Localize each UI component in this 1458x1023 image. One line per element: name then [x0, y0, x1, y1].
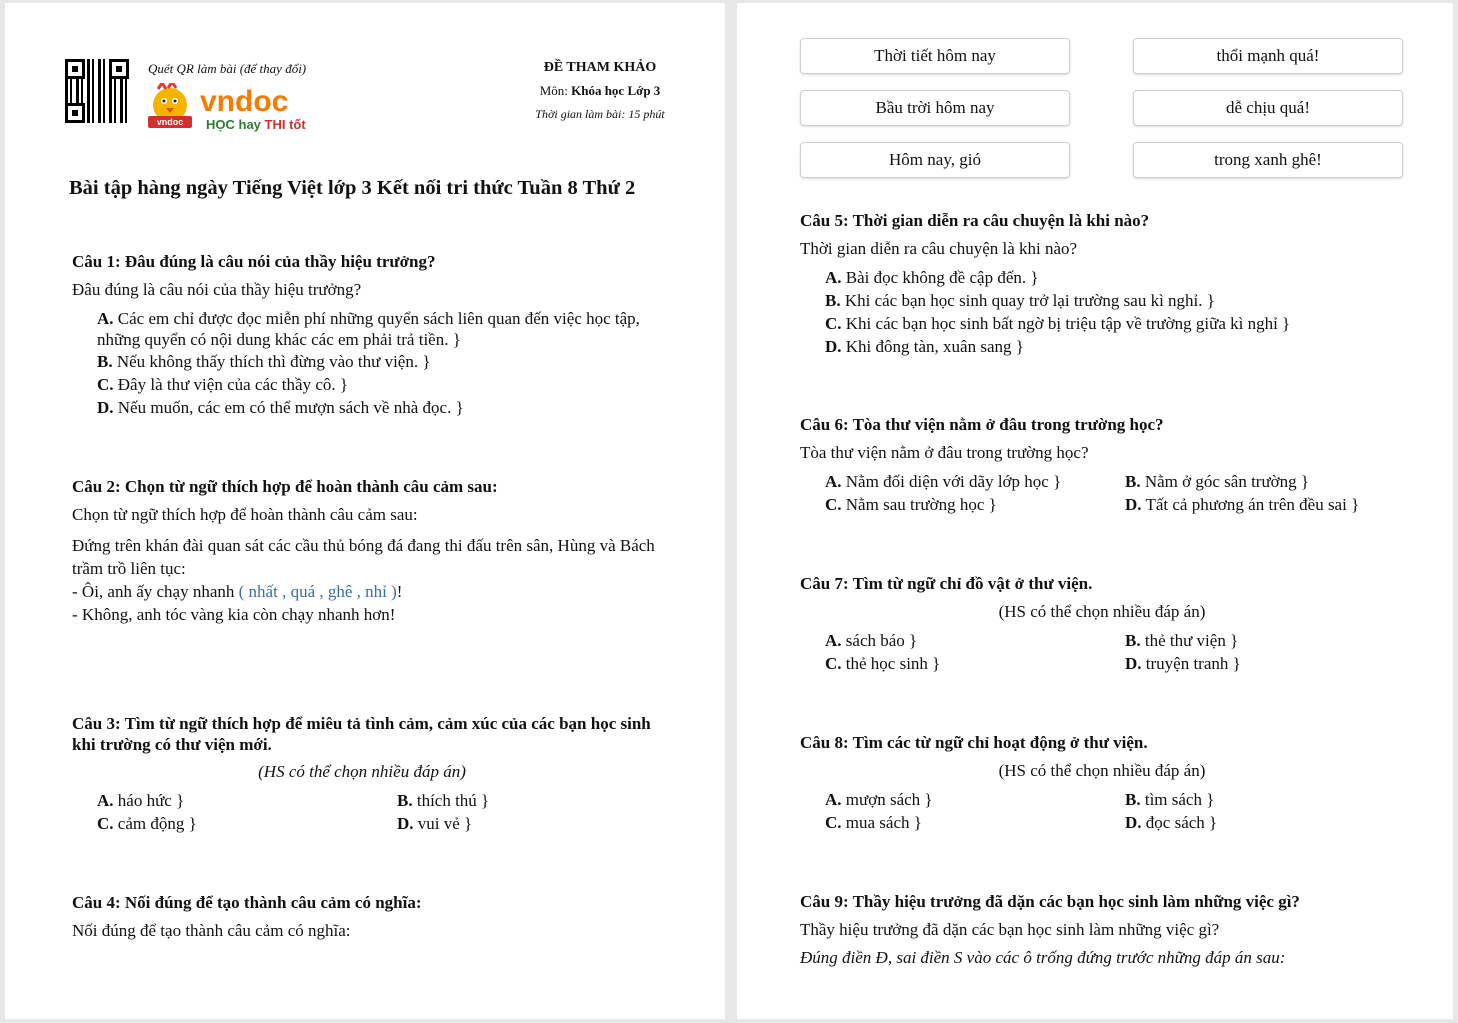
question-3-title: Câu 3: Tìm từ ngữ thích hợp để miêu tả tình cảm, cảm xúc của các bạn học sinh khi trường có thư viện mới.: [72, 714, 651, 754]
question-8-option-a[interactable]: A. mượn sách }: [825, 790, 933, 809]
question-1-title: Câu 1: Đâu đúng là câu nói của thầy hiệu trưởng?: [72, 252, 436, 271]
logo-badge: vndoc: [156, 117, 184, 127]
page-1: [5, 3, 725, 1019]
question-5-option-a[interactable]: A. Bài đọc không đề cập đến. }: [825, 268, 1039, 287]
vndoc-logo: [148, 83, 316, 133]
question-7-option-b[interactable]: B. thẻ thư viện }: [1125, 631, 1239, 650]
question-1-text: Đâu đúng là câu nói của thầy hiệu trưởng?: [72, 280, 362, 299]
qr-code-icon[interactable]: [65, 59, 129, 123]
question-7-option-d[interactable]: D. truyện tranh }: [1125, 654, 1241, 673]
question-7-option-a[interactable]: A. sách báo }: [825, 631, 918, 650]
question-3-option-c[interactable]: C. cảm động }: [97, 814, 197, 833]
question-2-text: Chọn từ ngữ thích hợp để hoàn thành câu cảm sau:: [72, 505, 418, 524]
question-9-instruction: Đúng điền Đ, sai điền S vào các ô trống đứng trước những đáp án sau:: [800, 948, 1286, 967]
question-6-option-c[interactable]: C. Nằm sau trường học }: [825, 495, 997, 514]
question-8-note: (HS có thể chọn nhiều đáp án): [998, 761, 1206, 780]
question-6-option-a[interactable]: A. Nằm đối diện với dãy lớp học }: [825, 472, 1062, 491]
page-2: [737, 3, 1453, 1019]
question-6-option-b[interactable]: B. Nằm ở góc sân trường }: [1125, 472, 1310, 491]
document-title: Bài tập hàng ngày Tiếng Việt lớp 3 Kết nối tri thức Tuần 8 Thứ 2: [69, 177, 636, 199]
question-2-title: Câu 2: Chọn từ ngữ thích hợp để hoàn thành câu cảm sau:: [72, 477, 498, 496]
question-7-title: Câu 7: Tìm từ ngữ chỉ đồ vật ở thư viện.: [800, 574, 1093, 593]
question-8-title: Câu 8: Tìm các từ ngữ chỉ hoạt động ở thư viện.: [800, 733, 1148, 752]
question-4-title: Câu 4: Nối đúng để tạo thành câu cảm có nghĩa:: [72, 893, 422, 912]
question-3-note: (HS có thể chọn nhiều đáp án): [258, 762, 466, 781]
logo-tagline: HỌC hay THI tốt: [206, 117, 306, 132]
question-9-title: Câu 9: Thầy hiệu trưởng đã dặn các bạn học sinh làm những việc gì?: [800, 892, 1300, 911]
match-left-2[interactable]: Bầu trời hôm nay: [800, 90, 1070, 126]
question-2-choices[interactable]: ( nhất , quá , ghê , nhỉ ): [238, 582, 397, 601]
question-3-option-a[interactable]: A. háo hức }: [97, 791, 185, 810]
question-9-text: Thầy hiệu trưởng đã dặn các bạn học sinh làm những việc gì?: [800, 920, 1220, 939]
qr-caption: Quét QR làm bài (để thay đổi): [148, 61, 307, 76]
subject-line: Môn: Khóa học Lớp 3: [539, 83, 661, 98]
question-4-text: Nối đúng để tạo thành câu cảm có nghĩa:: [72, 921, 351, 940]
question-5-option-c[interactable]: C. Khi các bạn học sinh bất ngờ bị triệu tập về trường giữa kì nghỉ }: [825, 314, 1291, 333]
question-5-option-b[interactable]: B. Khi các bạn học sinh quay trở lại trường sau kì nghỉ. }: [825, 291, 1215, 310]
question-3-option-d[interactable]: D. vui vẻ }: [397, 814, 473, 833]
exam-type: ĐỀ THAM KHẢO: [543, 60, 657, 75]
time-limit: Thời gian làm bài: 15 phút: [535, 107, 665, 121]
question-1-option-c[interactable]: C. Đây là thư viện của các thầy cô. }: [97, 375, 349, 394]
question-7-option-c[interactable]: C. thẻ học sinh }: [825, 654, 941, 673]
question-5-text: Thời gian diễn ra câu chuyện là khi nào?: [800, 239, 1078, 258]
question-5-option-d[interactable]: D. Khi đông tàn, xuân sang }: [825, 337, 1024, 356]
question-6-title: Câu 6: Tòa thư viện nằm ở đâu trong trường học?: [800, 415, 1164, 434]
question-6-option-d[interactable]: D. Tất cả phương án trên đều sai }: [1125, 495, 1360, 514]
question-5-title: Câu 5: Thời gian diễn ra câu chuyện là khi nào?: [800, 211, 1150, 230]
match-right-2[interactable]: dễ chịu quá!: [1133, 90, 1403, 126]
question-2-line-1: - Ôi, anh ấy chạy nhanh ( nhất , quá , ghê , nhỉ )!: [72, 582, 403, 601]
question-8-option-b[interactable]: B. tìm sách }: [1125, 790, 1215, 809]
match-left-1[interactable]: Thời tiết hôm nay: [800, 38, 1070, 74]
match-right-1[interactable]: thổi mạnh quá!: [1133, 38, 1403, 74]
question-6-text: Tòa thư viện nằm ở đâu trong trường học?: [800, 443, 1089, 462]
question-1-option-b[interactable]: B. Nếu không thấy thích thì đừng vào thư viện. }: [97, 352, 431, 371]
question-1-option-a[interactable]: A. Các em chỉ được đọc miễn phí những quyển sách liên quan đến việc học tập, những quyển có nội dung khác các em phải trả tiền. }: [97, 309, 640, 349]
question-8-option-c[interactable]: C. mua sách }: [825, 813, 922, 832]
question-3-option-b[interactable]: B. thích thú }: [397, 791, 490, 810]
logo-wordmark: vndoc: [200, 85, 289, 118]
question-2-line-2: - Không, anh tóc vàng kia còn chạy nhanh hơn!: [72, 605, 396, 624]
match-right-3[interactable]: trong xanh ghê!: [1133, 142, 1403, 178]
question-7-note: (HS có thể chọn nhiều đáp án): [998, 602, 1206, 621]
match-left-3[interactable]: Hôm nay, gió: [800, 142, 1070, 178]
question-8-option-d[interactable]: D. đọc sách }: [1125, 813, 1218, 832]
question-1-option-d[interactable]: D. Nếu muốn, các em có thể mượn sách về nhà đọc. }: [97, 398, 464, 417]
question-2-passage: Đứng trên khán đài quan sát các cầu thủ bóng đá đang thi đấu trên sân, Hùng và Bách trầm trồ liên tục:: [72, 536, 655, 578]
